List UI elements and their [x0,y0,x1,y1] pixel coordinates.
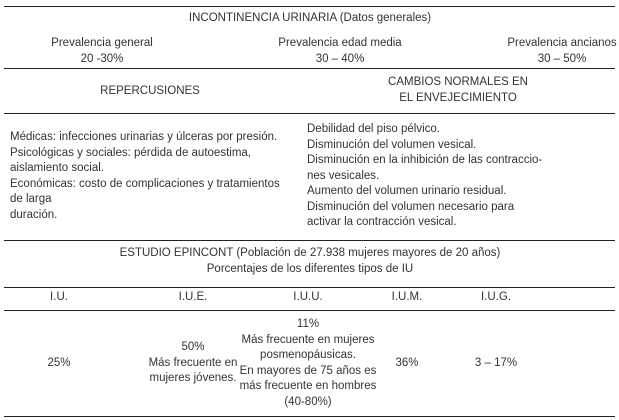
list-item: Disminución en la inhibición de las contraccio- [307,154,543,166]
list-item: Debilidad del piso pélvico. [307,123,440,135]
repercusiones-header: REPERCUSIONES [100,85,200,97]
column-header: I.U.G. [480,291,512,303]
cell-value: 50% [181,341,205,353]
prevalence-label: Prevalencia general [51,37,153,49]
rule [4,287,615,288]
study-subtitle: Porcentajes de los diferentes tipos de IU [206,262,414,275]
cambios-header-line: EL ENVEJECIMIENTO [399,91,517,104]
rule [4,68,615,69]
cambios-header [388,75,528,106]
prevalence-value: 20 -30% [80,52,124,65]
study-title [120,246,501,277]
cell-note: posmenopáusicas. [260,349,356,361]
cell-value: 25% [47,357,71,369]
column-header: I.U. [50,291,68,303]
cell-iu [47,356,70,372]
cell-note: mujeres jóvenes. [149,372,237,384]
list-item: Médicas: infecciones urinarias y úlceras por presión. [10,131,278,143]
cell-iuu [240,317,377,410]
list-item: Psicológicas y sociales: pérdida de autoestima, aislamiento social. [10,146,251,174]
top-rule [4,6,615,7]
list-item: nes vesicales. [307,169,380,182]
rule [4,240,615,241]
rule [4,113,615,114]
cambios-header-line: CAMBIOS NORMALES EN [388,76,528,88]
cell-value: 3 – 17% [474,357,518,369]
list-item: Disminución del volumen necesario para [307,200,515,213]
list-item: Aumento del volumen urinario residual. [307,185,507,197]
study-title-line: ESTUDIO EPINCONT (Población de 27.938 mujeres mayores de 20 años) [119,247,501,259]
cell-ium [395,356,418,372]
list-item: Disminución del volumen vesical. [307,138,477,151]
list-item: Económicas: costo de complicaciones y tratamientos de larga [10,177,280,205]
column-header: I.U.E. [178,291,208,303]
prevalence-value: 30 – 50% [537,52,587,65]
prevalence-label: Prevalencia edad media [278,37,402,49]
cell-value: 11% [296,318,320,330]
prevalence-elderly [507,36,616,67]
column-header: I.U.U. [293,291,323,303]
prevalence-middle-age [278,36,401,67]
column-header: I.U.M. [391,291,423,303]
general-title: INCONTINENCIA URINARIA (Datos generales) [188,12,432,24]
prevalence-general [51,36,153,67]
cell-note: En mayores de 75 años es [239,364,377,377]
cell-note: más frecuente en hombres [239,380,377,392]
prevalence-label: Prevalencia ancianos [507,37,617,49]
cell-iug [475,356,517,372]
bottom-rule [4,416,615,417]
list-item: activar la contracción vesical. [307,216,457,228]
cell-note: Más frecuente en mujeres [241,333,375,346]
list-item: duración. [10,208,58,221]
prevalence-value: 30 – 40% [315,52,365,65]
cell-iue [149,340,238,387]
cell-value: 36% [395,357,419,369]
rule [4,310,615,311]
cell-note: (40-80%) [284,395,332,408]
repercusiones-list [10,130,295,223]
cambios-list [307,122,612,231]
cell-note: Más frecuente en [148,356,238,369]
